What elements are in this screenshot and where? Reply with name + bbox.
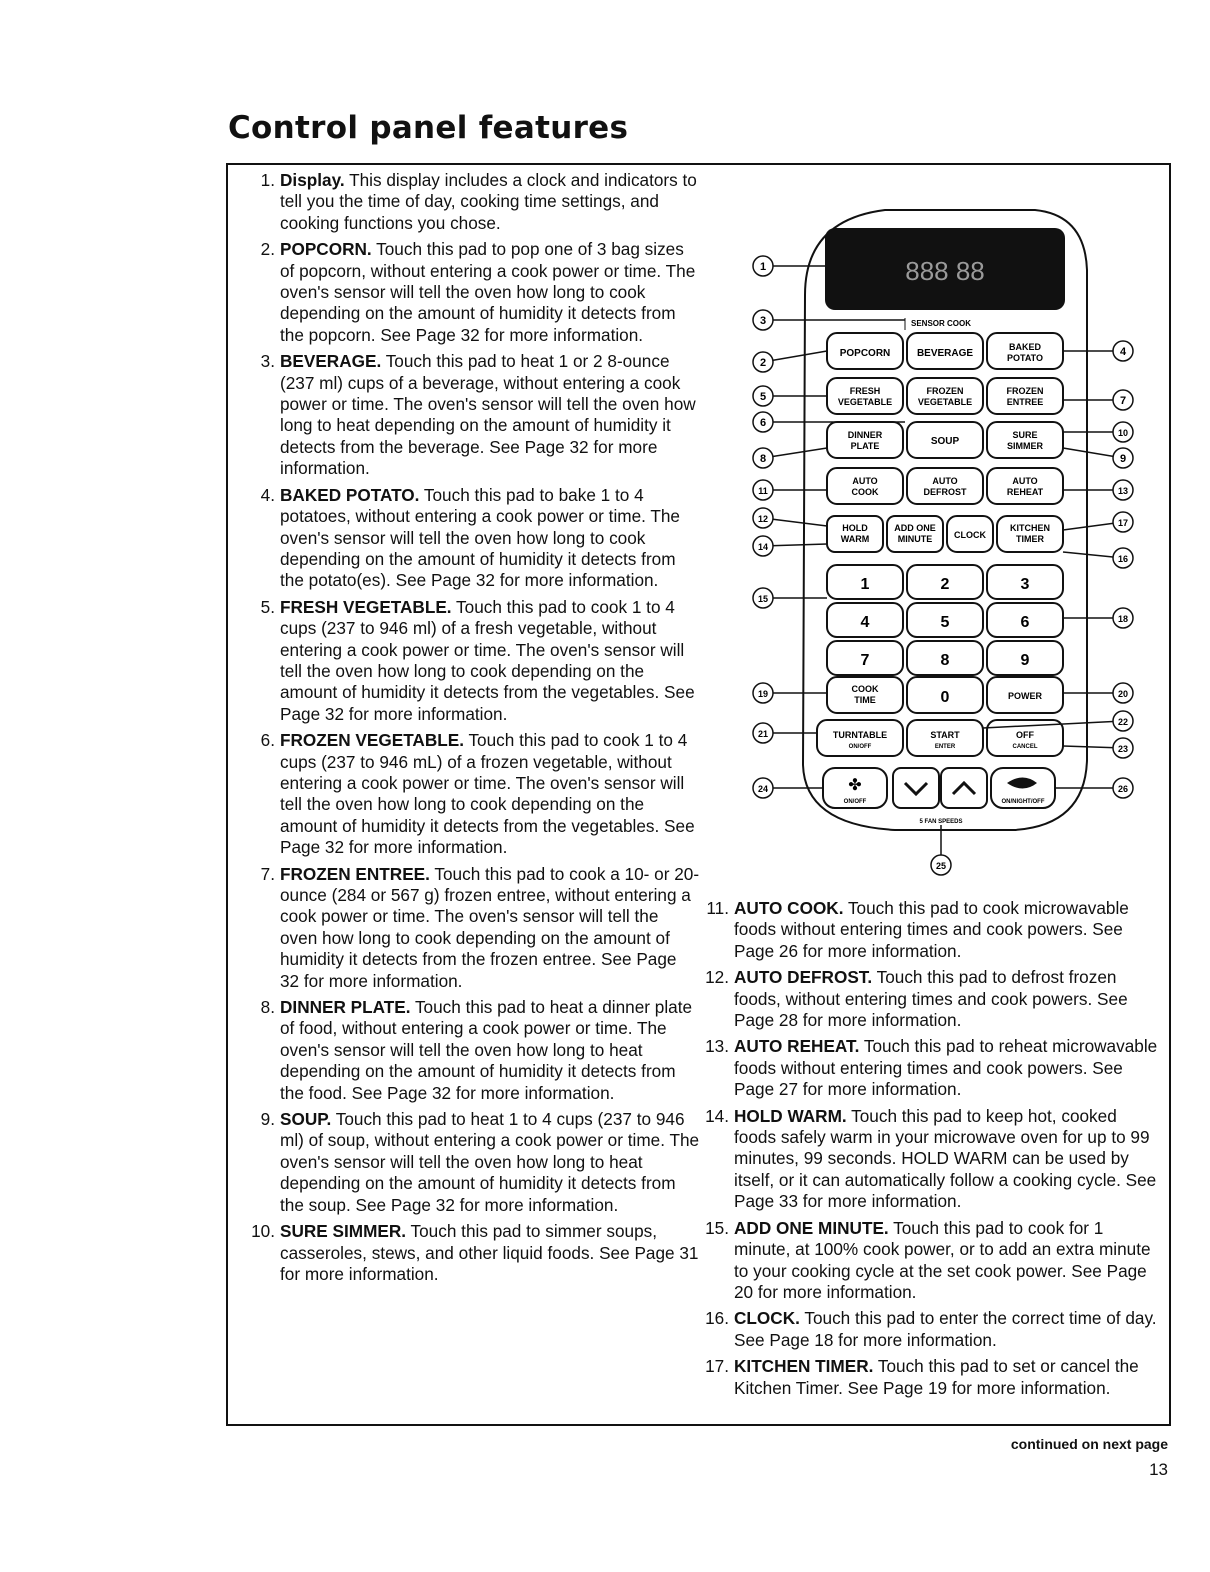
page-title: Control panel features <box>228 110 629 146</box>
svg-text:SOUP: SOUP <box>930 436 960 447</box>
svg-text:5: 5 <box>759 391 767 403</box>
callout-20 <box>1113 683 1133 703</box>
feature-number: 13. <box>705 1036 729 1057</box>
svg-text:9: 9 <box>1020 652 1030 669</box>
callout-23 <box>1113 738 1133 758</box>
zero-pad[interactable] <box>907 677 983 713</box>
fan-down-pad[interactable] <box>893 768 939 808</box>
start-pad[interactable] <box>907 720 983 756</box>
svg-text:DINNER: DINNER <box>847 430 883 440</box>
callout-21 <box>753 723 773 743</box>
svg-text:HOLD: HOLD <box>842 523 868 533</box>
number-pad <box>827 565 1063 675</box>
svg-text:POPCORN: POPCORN <box>839 348 891 359</box>
svg-text:REHEAT: REHEAT <box>1006 487 1044 497</box>
feature-item <box>702 1218 1160 1304</box>
svg-text:BAKED: BAKED <box>1008 342 1042 352</box>
callout-13 <box>1113 480 1133 500</box>
svg-text:23: 23 <box>1117 744 1129 754</box>
digit-8-pad[interactable] <box>907 641 983 675</box>
feature-number: 7. <box>260 863 275 884</box>
power-pad[interactable] <box>987 677 1063 713</box>
callout-6 <box>753 412 773 432</box>
svg-text:FRESH: FRESH <box>849 386 881 396</box>
feature-body: Touch this pad to simmer soups, casseroles, stews, and other liquid foods. See Page 31 for more information. <box>280 1221 699 1284</box>
feature-item <box>248 864 700 992</box>
feature-number: 6. <box>260 730 275 751</box>
feature-text <box>280 1109 700 1216</box>
callout-7 <box>1113 390 1133 410</box>
feature-body: Touch this pad to defrost frozen foods, without entering times and cook powers. See Page 28 for more information. <box>734 967 1128 1031</box>
svg-text:13: 13 <box>1117 486 1129 496</box>
svg-text:TIME: TIME <box>854 695 876 705</box>
feature-heading: BEVERAGE. <box>280 351 382 372</box>
feature-body: Touch this pad to reheat microwavable foods without entering times and cook powers. See Page 27 for more information. <box>734 1036 1158 1100</box>
dinner-plate-pad[interactable] <box>827 422 903 458</box>
svg-text:26: 26 <box>1117 784 1129 794</box>
feature-heading: BAKED POTATO. <box>280 484 420 505</box>
svg-text:0: 0 <box>940 689 950 706</box>
svg-text:VEGETABLE: VEGETABLE <box>917 397 973 407</box>
svg-text:ON/OFF: ON/OFF <box>843 799 867 805</box>
callout-3 <box>753 310 773 330</box>
svg-text:5: 5 <box>940 614 950 631</box>
feature-heading: AUTO COOK. <box>734 898 844 918</box>
svg-text:17: 17 <box>1117 518 1129 528</box>
feature-body: Touch this pad to cook for 1 minute, at 100% cook power, or to add an extra minute to your cooking cycle at the set cook power. See Page 20 for more information. <box>734 1217 1151 1302</box>
feature-number: 1. <box>260 170 275 190</box>
feature-list-right <box>702 898 1160 1404</box>
feature-number: 9. <box>260 1109 275 1130</box>
svg-text:BEVERAGE: BEVERAGE <box>916 348 974 359</box>
svg-text:KITCHEN: KITCHEN <box>1010 523 1050 533</box>
popcorn-pad[interactable] <box>827 333 903 369</box>
svg-text:1: 1 <box>860 576 870 593</box>
svg-text:12: 12 <box>757 514 769 524</box>
svg-text:6: 6 <box>759 417 767 429</box>
callout-10 <box>1113 422 1133 442</box>
feature-body: Touch this pad to cook 1 to 4 cups (237 to 946 mL) of a frozen vegetable, without entering a cook power or time. The oven's sensor will tell the oven how long to cook depending on the amount of humidity it detects from the vegetables. See Page 32 for more information. <box>280 730 695 858</box>
feature-text <box>280 997 700 1104</box>
svg-text:DEFROST: DEFROST <box>923 487 967 497</box>
sensor-cook-label: SENSOR COOK <box>911 319 972 328</box>
feature-heading: SURE SIMMER. <box>280 1221 407 1242</box>
svg-text:CANCEL: CANCEL <box>1012 744 1038 750</box>
feature-text <box>280 239 700 346</box>
svg-text:ADD ONE: ADD ONE <box>894 523 936 533</box>
sure-simmer-pad[interactable] <box>987 422 1063 458</box>
feature-item <box>702 1106 1160 1213</box>
svg-text:SIMMER: SIMMER <box>1007 441 1043 451</box>
clock-pad[interactable] <box>947 516 993 552</box>
svg-text:ENTER: ENTER <box>934 744 956 750</box>
feature-item <box>702 898 1160 962</box>
feature-item <box>248 597 700 725</box>
feature-heading: CLOCK. <box>734 1308 800 1329</box>
feature-heading: FRESH VEGETABLE. <box>280 596 452 617</box>
feature-list-left <box>248 170 700 1290</box>
display-code: 888 88 <box>905 256 985 286</box>
feature-heading: POPCORN. <box>280 239 372 260</box>
frozen-entree-pad[interactable] <box>987 378 1063 414</box>
svg-text:8: 8 <box>759 453 767 465</box>
digit-7-pad[interactable] <box>827 641 903 675</box>
svg-text:POWER: POWER <box>1007 691 1043 701</box>
feature-text <box>280 485 700 592</box>
svg-text:TURNTABLE: TURNTABLE <box>832 730 888 740</box>
callout-12 <box>753 508 773 528</box>
feature-heading: FROZEN ENTREE. <box>280 863 430 884</box>
auto-defrost-pad[interactable] <box>907 468 983 504</box>
continued-note: continued on next page <box>1010 1436 1168 1452</box>
feature-item <box>248 170 700 234</box>
feature-number: 10. <box>251 1221 275 1242</box>
callout-15 <box>753 588 773 608</box>
turntable-pad[interactable] <box>817 720 903 756</box>
svg-text:21: 21 <box>757 729 769 739</box>
fresh-vegetable-pad[interactable] <box>827 378 903 414</box>
fan-pad[interactable] <box>823 768 887 808</box>
callout-8 <box>753 448 773 468</box>
light-pad[interactable] <box>991 768 1055 808</box>
svg-text:COOK: COOK <box>851 684 879 694</box>
svg-text:20: 20 <box>1117 689 1129 699</box>
feature-body: Touch this pad to cook a 10- or 20-ounce (284 or 567 g) frozen entree, without entering a cook power or time. The oven's sensor will tell the oven how long to cook depending on the amount of humidity it detects from the frozen entree. See Page 32 for more information. <box>280 863 700 991</box>
svg-text:PLATE: PLATE <box>850 441 880 451</box>
feature-body: Touch this pad to cook microwavable foods without entering times and cook powers. See Page 26 for more information. <box>734 898 1129 961</box>
feature-heading: SOUP. <box>280 1109 332 1130</box>
fan-up-pad[interactable] <box>941 768 987 808</box>
svg-text:25: 25 <box>935 861 947 871</box>
callout-5 <box>753 386 773 406</box>
svg-text:POTATO: POTATO <box>1007 353 1043 363</box>
feature-number: 5. <box>260 596 275 617</box>
feature-item <box>248 997 700 1104</box>
svg-text:AUTO: AUTO <box>852 476 878 486</box>
svg-text:14: 14 <box>757 542 769 552</box>
feature-heading: KITCHEN TIMER. <box>734 1356 874 1377</box>
feature-number: 3. <box>260 351 275 372</box>
svg-text:AUTO: AUTO <box>932 476 958 486</box>
digit-9-pad[interactable] <box>987 641 1063 675</box>
feature-heading: Display. <box>280 170 345 190</box>
feature-text <box>734 1218 1160 1304</box>
fan-icon: ✤ <box>848 777 862 794</box>
callout-14 <box>753 536 773 556</box>
beverage-pad[interactable] <box>907 333 983 369</box>
auto-reheat-pad[interactable] <box>987 468 1063 504</box>
svg-text:9: 9 <box>1119 453 1127 465</box>
svg-text:4: 4 <box>860 614 870 631</box>
callout-19 <box>753 683 773 703</box>
svg-text:24: 24 <box>757 784 769 794</box>
kitchen-timer-pad[interactable] <box>997 516 1063 552</box>
feature-number: 2. <box>260 239 275 260</box>
svg-text:19: 19 <box>757 689 769 699</box>
callout-18 <box>1113 608 1133 628</box>
feature-text <box>280 1221 700 1285</box>
svg-text:FROZEN: FROZEN <box>926 386 964 396</box>
svg-text:COOK: COOK <box>851 487 879 497</box>
svg-text:22: 22 <box>1117 717 1129 727</box>
svg-text:VEGETABLE: VEGETABLE <box>837 397 893 407</box>
feature-body: This display includes a clock and indicators to tell you the time of day, cooking time settings, and cooking functions you chose. <box>280 170 697 233</box>
soup-pad[interactable] <box>907 422 983 458</box>
feature-number: 11. <box>706 898 729 918</box>
feature-number: 17. <box>705 1356 729 1377</box>
callout-4 <box>1113 341 1133 361</box>
svg-text:1: 1 <box>759 261 767 273</box>
feature-body: Touch this pad to heat 1 or 2 8-ounce (237 ml) cups of a beverage, without entering a cook power or time. The oven's sensor will tell the oven how long to heat depending on the amount of humidity it detects from the beverage. See Page 32 for more information. <box>280 351 696 479</box>
digit-5-pad[interactable] <box>907 603 983 637</box>
feature-heading: AUTO DEFROST. <box>734 967 873 988</box>
svg-text:FROZEN: FROZEN <box>1006 386 1044 396</box>
hold-warm-pad[interactable] <box>827 516 883 552</box>
feature-number: 15. <box>705 1217 729 1238</box>
svg-text:11: 11 <box>758 486 768 496</box>
svg-text:AUTO: AUTO <box>1012 476 1038 486</box>
feature-number: 8. <box>260 997 275 1018</box>
svg-text:WARM: WARM <box>840 534 870 544</box>
svg-text:ON/NIGHT/OFF: ON/NIGHT/OFF <box>1001 799 1045 805</box>
feature-number: 4. <box>260 484 275 505</box>
svg-text:16: 16 <box>1117 554 1129 564</box>
feature-heading: FROZEN VEGETABLE. <box>280 730 464 751</box>
svg-text:7: 7 <box>1119 395 1127 407</box>
callout-11 <box>753 480 773 500</box>
feature-heading: ADD ONE MINUTE. <box>734 1217 889 1238</box>
feature-text <box>734 1106 1160 1213</box>
feature-body: Touch this pad to bake 1 to 4 potatoes, without entering a cook power or time. The oven's sensor will tell the oven how long to cook depending on the amount of humidity it detects from the potato(es). See Page 32 for more information. <box>280 484 680 591</box>
feature-text <box>734 1356 1160 1399</box>
auto-cook-pad[interactable] <box>827 468 903 504</box>
feature-text <box>734 1308 1160 1351</box>
svg-text:4: 4 <box>1119 346 1127 358</box>
feature-text <box>280 597 700 725</box>
feature-item <box>702 1356 1160 1399</box>
feature-item <box>248 1109 700 1216</box>
feature-body: Touch this pad to enter the correct time of day. See Page 18 for more information. <box>734 1308 1157 1350</box>
callout-17 <box>1113 512 1133 532</box>
digit-6-pad[interactable] <box>987 603 1063 637</box>
svg-text:OFF: OFF <box>1016 730 1034 740</box>
feature-text <box>280 864 700 992</box>
feature-item <box>248 239 700 346</box>
svg-text:3: 3 <box>1020 576 1030 593</box>
feature-heading: DINNER PLATE. <box>280 997 411 1018</box>
digit-4-pad[interactable] <box>827 603 903 637</box>
svg-text:ENTREE: ENTREE <box>1006 397 1044 407</box>
feature-body: Touch this pad to set or cancel the Kitchen Timer. See Page 19 for more information. <box>734 1356 1139 1398</box>
digit-1-pad[interactable] <box>827 565 903 599</box>
frozen-vegetable-pad[interactable] <box>907 378 983 414</box>
feature-number: 12. <box>705 967 729 988</box>
svg-text:2: 2 <box>759 357 767 369</box>
svg-text:7: 7 <box>860 652 870 669</box>
callout-1 <box>753 256 773 276</box>
callout-25 <box>931 855 951 875</box>
feature-body: Touch this pad to pop one of 3 bag sizes of popcorn, without entering a cook power or time. The oven's sensor will tell the oven how long to cook depending on the amount of humidity it detects from the popcorn. See Page 32 for more information. <box>280 239 696 345</box>
feature-item <box>702 1036 1160 1100</box>
svg-text:6: 6 <box>1020 614 1030 631</box>
feature-item <box>702 967 1160 1031</box>
svg-text:18: 18 <box>1117 614 1129 624</box>
digit-3-pad[interactable] <box>987 565 1063 599</box>
svg-text:START: START <box>930 730 960 740</box>
callout-22 <box>1113 711 1133 731</box>
feature-item <box>248 485 700 592</box>
feature-item <box>702 1308 1160 1351</box>
callout-16 <box>1113 548 1133 568</box>
feature-text <box>280 170 700 234</box>
add-one-minute-pad[interactable] <box>887 516 943 552</box>
svg-text:15: 15 <box>757 594 769 604</box>
svg-text:10: 10 <box>1117 428 1129 438</box>
feature-heading: AUTO REHEAT. <box>734 1036 860 1057</box>
svg-text:SURE: SURE <box>1012 430 1038 440</box>
feature-heading: HOLD WARM. <box>734 1105 847 1126</box>
baked-potato-pad[interactable] <box>987 333 1063 369</box>
feature-item <box>248 730 700 858</box>
cook-time-pad[interactable] <box>827 677 903 713</box>
feature-text <box>280 351 700 479</box>
feature-text <box>734 1036 1160 1100</box>
feature-body: Touch this pad to cook 1 to 4 cups (237 to 946 ml) of a fresh vegetable, without entering a cook power or time. The oven's sensor will tell the oven how long to cook depending on the amount of humidity it detects from the vegetables. See Page 32 for more information. <box>280 596 695 724</box>
feature-number: 16. <box>705 1308 729 1329</box>
control-panel-diagram <box>745 200 1145 885</box>
feature-body: Touch this pad to keep hot, cooked foods safely warm in your microwave oven for up to 99 minutes, 99 seconds. HOLD WARM can be used by itself, or it can automatically follow a cooking cycle. See Page 33 for more information. <box>734 1105 1157 1212</box>
page-number: 13 <box>1149 1460 1168 1479</box>
feature-body: Touch this pad to heat a dinner plate of food, without entering a cook power or time. The oven's sensor will tell the oven how long to heat depending on the amount of humidity it detects from the food. See Page 32 for more information. <box>280 997 693 1103</box>
fan-speeds-label: 5 FAN SPEEDS <box>919 819 963 825</box>
feature-body: Touch this pad to heat 1 to 4 cups (237 to 946 ml) of soup, without entering a cook power or time. The oven's sensor will tell the oven how long to heat depending on the amount of humidity it detects from the soup. See Page 32 for more information. <box>280 1109 700 1215</box>
digit-2-pad[interactable] <box>907 565 983 599</box>
svg-text:ON/OFF: ON/OFF <box>848 744 872 750</box>
svg-text:CLOCK: CLOCK <box>954 530 986 540</box>
callout-9 <box>1113 448 1133 468</box>
callout-26 <box>1113 778 1133 798</box>
callout-24 <box>753 778 773 798</box>
callout-2 <box>753 352 773 372</box>
svg-text:3: 3 <box>759 315 767 327</box>
svg-text:2: 2 <box>940 576 950 593</box>
feature-text <box>734 898 1160 962</box>
svg-text:TIMER: TIMER <box>1016 534 1044 544</box>
feature-number: 14. <box>705 1105 729 1126</box>
feature-text <box>734 967 1160 1031</box>
feature-text <box>280 730 700 858</box>
svg-text:MINUTE: MINUTE <box>897 534 933 544</box>
feature-item <box>248 1221 700 1285</box>
svg-text:8: 8 <box>940 652 950 669</box>
feature-item <box>248 351 700 479</box>
